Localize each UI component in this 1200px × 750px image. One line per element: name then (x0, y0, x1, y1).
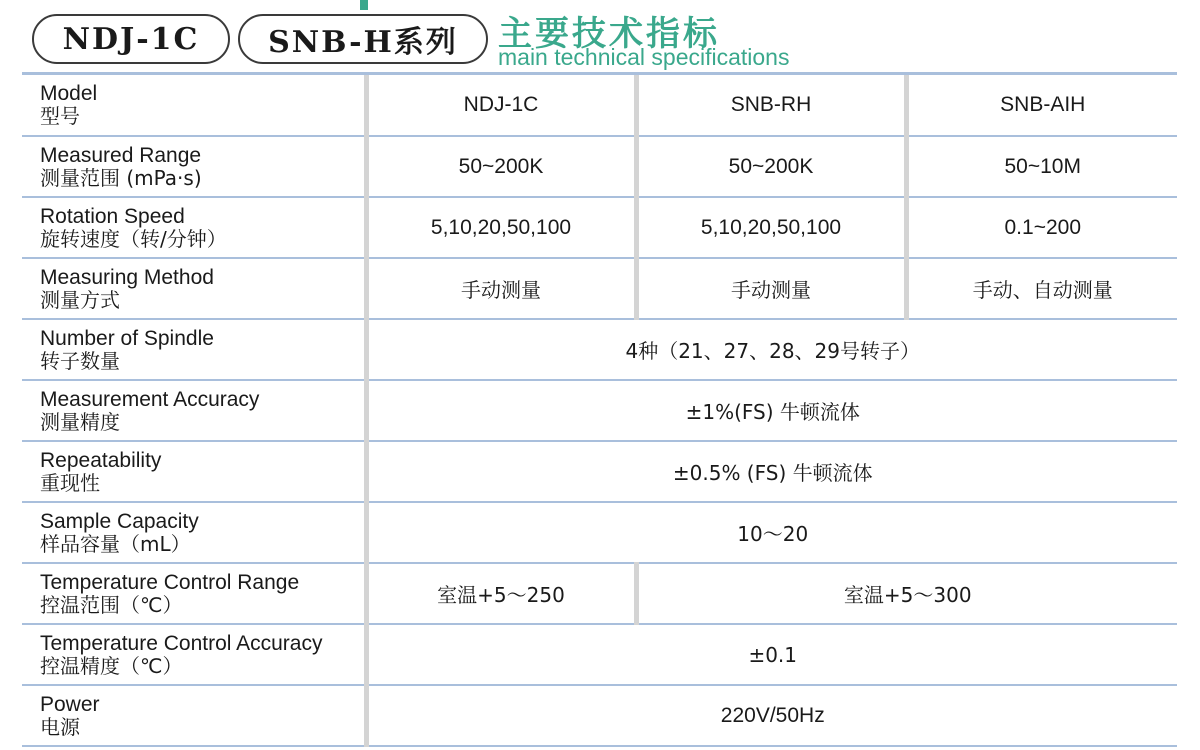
row-label: Measured Range 测量范围 (mPa·s) (22, 136, 366, 197)
cell-value: 手动测量 (366, 258, 636, 319)
row-label: Temperature Control Range 控温范围（℃） (22, 563, 366, 624)
cell-value: 50~10M (906, 136, 1177, 197)
row-label: Rotation Speed 旋转速度（转/分钟） (22, 197, 366, 258)
cell-value: SNB-AIH (906, 75, 1177, 136)
row-label: Repeatability 重现性 (22, 441, 366, 502)
row-label: Temperature Control Accuracy 控温精度（℃） (22, 624, 366, 685)
row-label: Measuring Method 测量方式 (22, 258, 366, 319)
cell-value: 220V/50Hz (366, 685, 1177, 746)
specifications-table (22, 75, 1177, 747)
table-row (22, 136, 1177, 197)
table-row (22, 563, 1177, 624)
cell-value: NDJ-1C (366, 75, 636, 136)
row-label: Model 型号 (22, 75, 366, 136)
cell-value: 0.1~200 (906, 197, 1177, 258)
cell-value: ±0.5% (FS) 牛顿流体 (366, 441, 1177, 502)
model-badge-snb-h-series: SNB-H系列 (238, 14, 488, 64)
table-row (22, 75, 1177, 136)
model-badge-ndj-1c: NDJ-1C (32, 14, 230, 64)
table-row (22, 502, 1177, 563)
table-row (22, 685, 1177, 746)
table-row (22, 319, 1177, 380)
row-label: Number of Spindle 转子数量 (22, 319, 366, 380)
section-title-english: main technical specifications (498, 44, 790, 70)
cell-value: ±1%(FS) 牛顿流体 (366, 380, 1177, 441)
cell-value: 5,10,20,50,100 (366, 197, 636, 258)
cell-value: 手动、自动测量 (906, 258, 1177, 319)
table-row (22, 380, 1177, 441)
row-label: Sample Capacity 样品容量（mL） (22, 502, 366, 563)
cell-value: 50~200K (366, 136, 636, 197)
table-row (22, 258, 1177, 319)
cell-value: 5,10,20,50,100 (636, 197, 906, 258)
cell-value: SNB-RH (636, 75, 906, 136)
cell-value: 室温+5～300 (636, 563, 1177, 624)
cell-value: 手动测量 (636, 258, 906, 319)
table-row (22, 197, 1177, 258)
row-label: Measurement Accuracy 测量精度 (22, 380, 366, 441)
cell-value: 4种（21、27、28、29号转子） (366, 319, 1177, 380)
cell-value: 10～20 (366, 502, 1177, 563)
cell-value: 50~200K (636, 136, 906, 197)
row-label: Power 电源 (22, 685, 366, 746)
table-row (22, 441, 1177, 502)
table-row (22, 624, 1177, 685)
cell-value: ±0.1 (366, 624, 1177, 685)
cell-value: 室温+5～250 (366, 563, 636, 624)
header-accent-mark (360, 0, 368, 10)
section-title-chinese: 主要技术指标 (498, 14, 720, 54)
